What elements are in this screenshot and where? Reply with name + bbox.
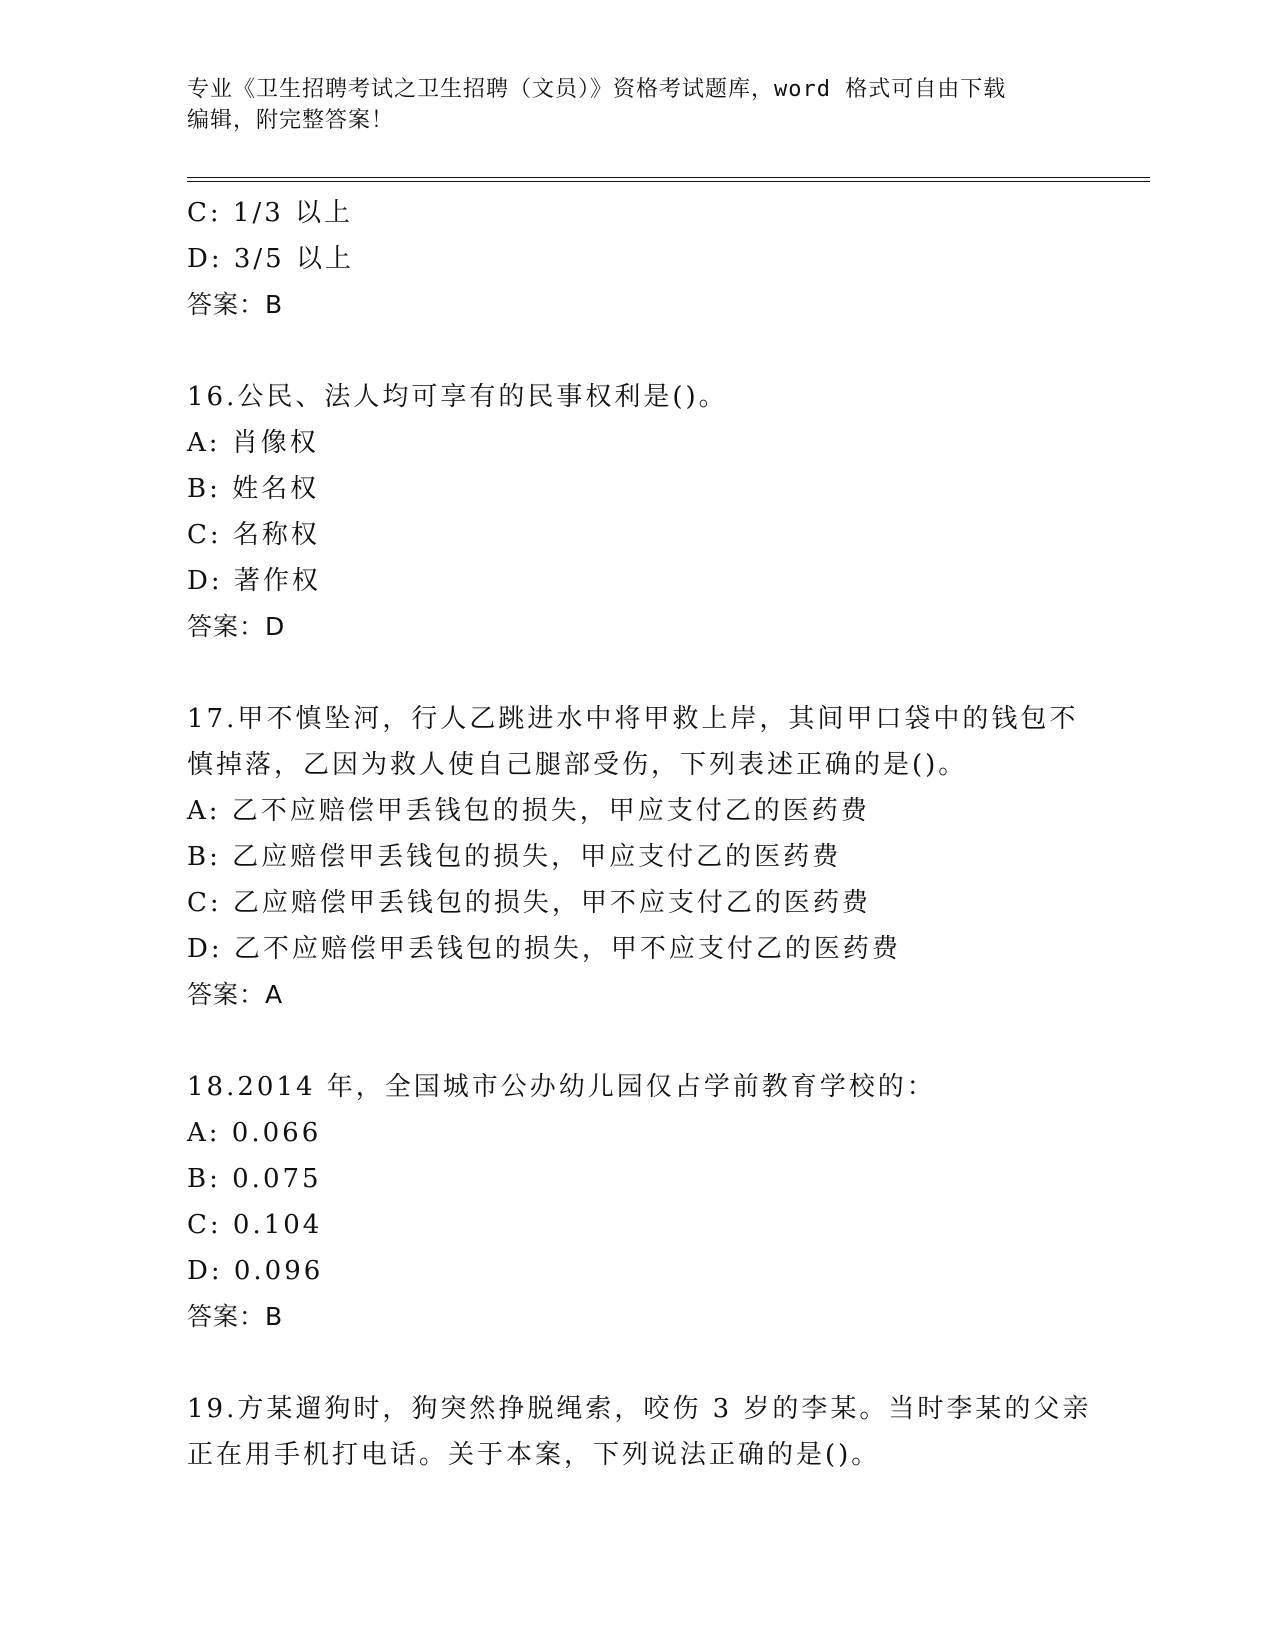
question-stem-line-1: 17.甲不慎坠河，行人乙跳进水中将甲救上岸，其间甲口袋中的钱包不 xyxy=(187,704,1079,734)
previous-question-tail xyxy=(187,190,1087,328)
question-stem-line-2: 正在用手机打电话。关于本案，下列说法正确的是()。 xyxy=(187,1440,881,1470)
document-header xyxy=(187,74,1067,136)
option-b: B: 姓名权 xyxy=(187,474,320,504)
option-d: D: 3/5 以上 xyxy=(187,244,354,274)
question-stem-line-1: 19.方某遛狗时，狗突然挣脱绳索，咬伤 3 岁的李某。当时李某的父亲 xyxy=(187,1394,1092,1424)
question-16 xyxy=(187,374,1087,650)
option-a: A: 0.066 xyxy=(187,1118,322,1148)
question-17 xyxy=(187,696,1087,1018)
option-a: A: 乙不应赔偿甲丢钱包的损失，甲应支付乙的医药费 xyxy=(187,796,870,826)
header-rule-bottom xyxy=(187,181,1150,182)
question-stem: 16.公民、法人均可享有的民事权利是()。 xyxy=(187,382,728,412)
header-line-1: 专业《卫生招聘考试之卫生招聘（文员）》资格考试题库，word 格式可自由下载 xyxy=(187,77,1007,102)
question-19 xyxy=(187,1386,1092,1478)
option-c: C: 1/3 以上 xyxy=(187,198,354,228)
header-rule-top xyxy=(187,177,1150,178)
option-d: D: 0.096 xyxy=(187,1256,324,1286)
answer-line: 答案：D xyxy=(187,612,286,641)
option-d: D: 著作权 xyxy=(187,566,321,596)
option-b: B: 0.075 xyxy=(187,1164,322,1194)
option-c: C: 0.104 xyxy=(187,1210,323,1240)
answer-line: 答案：A xyxy=(187,980,284,1009)
option-c: C: 乙应赔偿甲丢钱包的损失，甲不应支付乙的医药费 xyxy=(187,888,871,918)
header-line-2: 编辑，附完整答案！ xyxy=(187,108,395,133)
question-18 xyxy=(187,1064,1087,1340)
option-b: B: 乙应赔偿甲丢钱包的损失，甲应支付乙的医药费 xyxy=(187,842,842,872)
option-d: D: 乙不应赔偿甲丢钱包的损失，甲不应支付乙的医药费 xyxy=(187,934,901,964)
answer-line: 答案：B xyxy=(187,290,284,319)
answer-line: 答案：B xyxy=(187,1302,284,1331)
option-a: A: 肖像权 xyxy=(187,428,319,458)
option-c: C: 名称权 xyxy=(187,520,320,550)
question-stem-line-2: 慎掉落，乙因为救人使自己腿部受伤，下列表述正确的是()。 xyxy=(187,750,968,780)
question-list xyxy=(187,190,1092,1478)
question-stem: 18.2014 年，全国城市公办幼儿园仅占学前教育学校的： xyxy=(187,1072,936,1102)
